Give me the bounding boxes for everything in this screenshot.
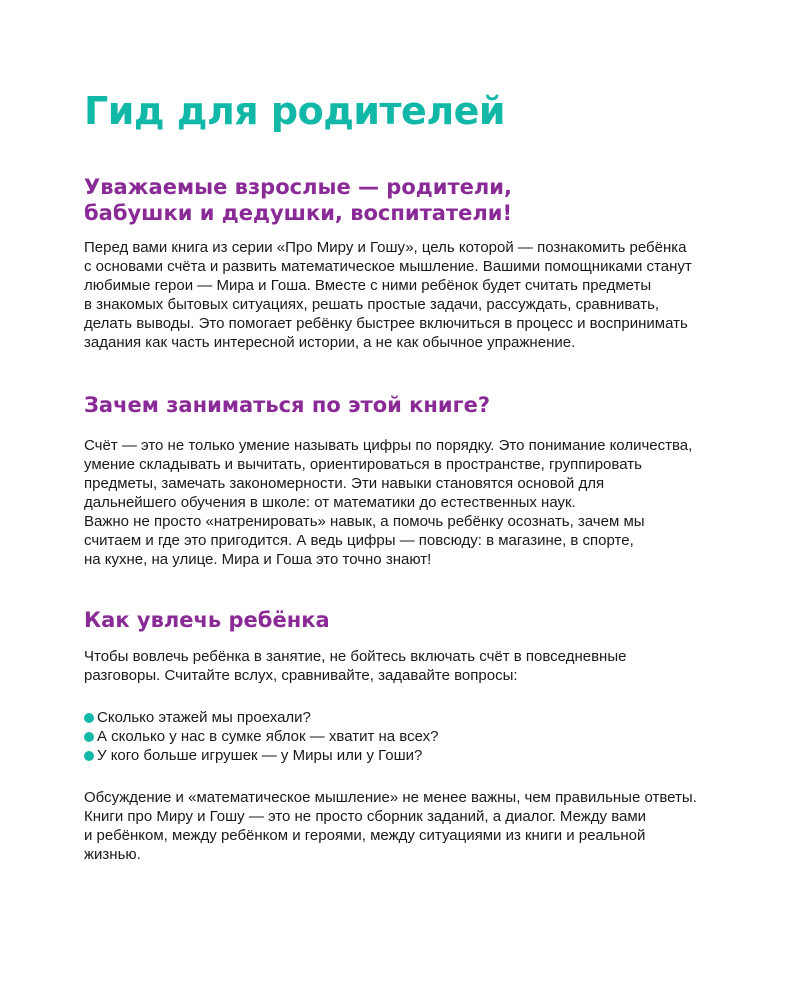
bullet-dot-icon [84, 732, 94, 742]
section-greeting [84, 174, 740, 352]
list-item-text: У кого больше игрушек — у Миры или у Гоши? [97, 747, 423, 764]
list-item [84, 727, 740, 746]
question-list [84, 708, 740, 765]
section-heading: Уважаемые взрослые — родители, бабушки и дедушки, воспитатели! [84, 175, 513, 225]
list-item [84, 746, 740, 765]
section-why [84, 392, 740, 569]
section-intro: Чтобы вовлечь ребёнка в занятие, не бойтесь включать счёт в повседневные разговоры. Считайте вслух, сравнивайте, задавайте вопросы: [84, 648, 627, 684]
section-outro: Обсуждение и «математическое мышление» не менее важны, чем правильные ответы. Книги про Миру и Гошу — это не просто сборник заданий, а диалог. Между вами и ребёнком, между ребёнком и героями, между ситуациями из книги и реальной жизнью. [84, 789, 697, 863]
bullet-dot-icon [84, 751, 94, 761]
list-item-text: А сколько у нас в сумке яблок — хватит на всех? [97, 728, 439, 745]
list-item [84, 708, 740, 727]
section-heading: Зачем заниматься по этой книге? [84, 393, 491, 417]
section-engage [84, 607, 740, 864]
list-item-text: Сколько этажей мы проехали? [97, 709, 311, 726]
section-heading: Как увлечь ребёнка [84, 608, 330, 632]
section-body: Счёт — это не только умение называть цифры по порядку. Это понимание количества, умение складывать и вычитать, ориентироваться в пространстве, группировать предметы, замечать закономерности. Эти навыки становятся основой для дальнейшего обучения в школе: от математики до естественных наук. Важно не просто «натренировать» навык, а помочь ребёнку осознать, зачем мы считаем и где это пригодится. А ведь цифры — повсюду: в магазине, в спорте, на кухне, на улице. Мира и Гоша это точно знают! [84, 437, 693, 568]
page-title: Гид для родителей [84, 89, 506, 133]
section-body: Перед вами книга из серии «Про Миру и Гошу», цель которой — познакомить ребёнка с основами счёта и развить математическое мышление. Вашими помощниками станут любимые герои — Мира и Гоша. Вместе с ними ребёнок будет считать предметы в знакомых бытовых ситуациях, решать простые задачи, рассуждать, сравнивать, делать выводы. Это помогает ребёнку быстрее включиться в процесс и воспринимать задания как часть интересной истории, а не как обычное упражнение. [84, 239, 692, 351]
bullet-dot-icon [84, 713, 94, 723]
